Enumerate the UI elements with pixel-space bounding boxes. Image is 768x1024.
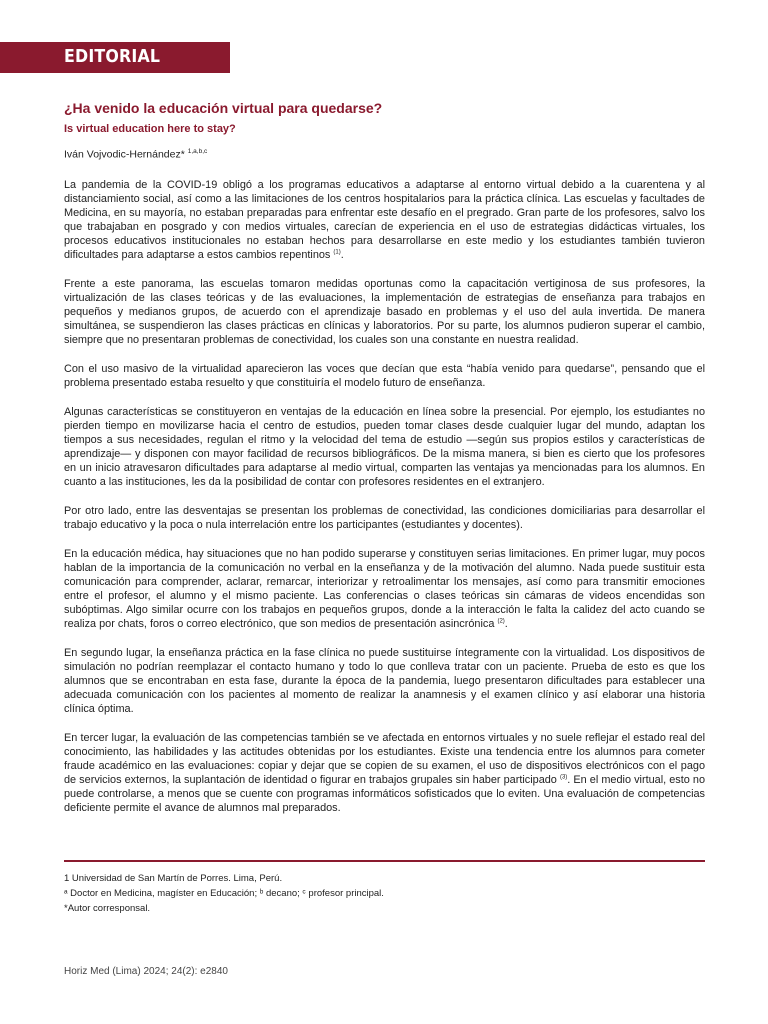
- author-line: [64, 148, 207, 161]
- article-subtitle: Is virtual education here to stay?: [64, 123, 236, 135]
- footnote-affiliation: 1 Universidad de San Martín de Porres. Lima, Perú.: [64, 873, 283, 884]
- article-body: [64, 178, 705, 830]
- paragraph: La pandemia de la COVID-19 obligó a los programas educativos a adaptarse al entorno virtual debido a la cuarentena y al distanciamiento social, así como a las limitaciones de los centros hospitalarios para la práctica clínica. Las escuelas y facultades de Medicina, en su mayoría, no estaban preparadas para enfrentar este desafío en el pregrado. Gran parte de los profesores, salvo los que trabajaban en posgrado y con medios virtuales, carecían de experiencia en el uso de estrategias didácticas virtuales, los procesos educativos institucionales no estaban hechos para desarrollarse en este medio y los estudiantes también tuvieron dificultades para adaptarse a estos cambios repentinos $^{(1)}$.: [64, 179, 705, 261]
- paragraph: En tercer lugar, la evaluación de las competencias también se ve afectada en entornos virtuales y no suele reflejar el estado real del conocimiento, las habilidades y las actitudes obtenidas por los estudiantes. Existe una tendencia entre los alumnos para cometer fraude académico en las evaluaciones: copiar y dejar que se copien de su examen, el uso de dispositivos electrónicos con el pago de servicios externos, la suplantación de identidad o figurar en trabajos grupales sin haber participado $^{(3)}$. En el medio virtual, esto no puede controlarse, a menos que se cuente con programas informáticos sofisticados que lo eviten. Una evaluación de competencias deficiente permite el avance de alumnos mal preparados.: [64, 732, 705, 814]
- paragraph: Con el uso masivo de la virtualidad aparecieron las voces que decían que esta “había venido para quedarse”, pensando que el problema presentado estaba resuelto y que constituiría el modelo futuro de enseñanza.: [64, 363, 705, 389]
- footnotes: [64, 871, 384, 916]
- paragraph: Algunas características se constituyeron en ventajas de la educación en línea sobre la presencial. Por ejemplo, los estudiantes no pierden tiempo en movilizarse hacia el centro de estudios, pueden tomar clases desde cualquier lugar del mundo, adaptan los tiempos a sus necesidades, regulan el ritmo y la velocidad del tema de estudio —según sus propios estilos y características de aprendizaje— y disponen con mayor facilidad de recursos bibliográficos. De la misma manera, si bien es cierto que los profesores en un inicio atravesaron dificultades para adaptarse al medio virtual, comparten las ventajas ya mencionadas para los alumnos. En cuanto a las instituciones, les da la posibilidad de contar con profesores residentes en el extranjero.: [64, 406, 705, 488]
- paragraph: En la educación médica, hay situaciones que no han podido superarse y constituyen serias limitaciones. En primer lugar, muy pocos hablan de la importancia de la comunicación no verbal en la enseñanza y de la motivación del alumno. Nada puede sustituir esta comunicación para comprender, aclarar, remarcar, interiorizar y retroalimentar los mensajes, así como para transmitir emociones entre el profesor, el alumno y el mismo paciente. Las conferencias o clases teóricas sin cámaras de videos encendidas son subóptimas. Algo similar ocurre con los trabajos en pequeños grupos, donde a la interacción le falta la calidez del acto cuando se realiza por chats, foros o correo electrónico, que son medios de presentación asincrónica $^{(2)}$.: [64, 548, 705, 630]
- footnote-divider: [64, 860, 705, 862]
- footnote-corresponding: *Autor corresponsal.: [64, 903, 151, 914]
- journal-citation: Horiz Med (Lima) 2024; 24(2): e2840: [64, 966, 228, 977]
- reference-mark[interactable]: (1): [333, 249, 341, 256]
- paragraph: Por otro lado, entre las desventajas se presentan los problemas de conectividad, las condiciones domiciliarias para desarrollar el trabajo educativo y la poca o nula interrelación entre los participantes (estudiantes y docentes).: [64, 505, 705, 531]
- reference-mark[interactable]: (2): [497, 618, 505, 625]
- author-name: Iván Vojvodic-Hernández*: [64, 148, 185, 161]
- article-title: ¿Ha venido la educación virtual para quedarse?: [64, 100, 383, 116]
- editorial-label: EDITORIAL: [64, 46, 161, 67]
- paragraph: En segundo lugar, la enseñanza práctica en la fase clínica no puede sustituirse íntegramente con la virtualidad. Los dispositivos de simulación no podrían reemplazar el contacto humano y todo lo que conlleva tratar con un paciente. Prueba de esto es que los alumnos que se encontraban en esta fase, durante la época de la pandemia, luego presentaron dificultades para establecer una adecuada comunicación con los pacientes al momento de realizar la anamnesis y el examen clínico y así elaborar una historia clínica óptima.: [64, 647, 705, 715]
- editorial-banner: [0, 42, 230, 73]
- reference-mark[interactable]: (3): [559, 774, 568, 781]
- paragraph: Frente a este panorama, las escuelas tomaron medidas oportunas como la capacitación vertiginosa de sus profesores, la virtualización de las clases teóricas y de las evaluaciones, la implementación de estrategias de enseñanza para trabajos en pequeños y medianos grupos, de acuerdo con el aprendizaje basado en problemas y el uso del aula invertida. De manera simultánea, se suspendieron las clases prácticas en clínicas y laboratorios. Por su parte, los alumnos pudieron superar el cambio, siempre que no presentaran problemas de conectividad, los cuales son una constante en nuestra realidad.: [64, 278, 705, 346]
- footnote-degrees: ᵃ Doctor en Medicina, magíster en Educación; ᵇ decano; ᶜ profesor principal.: [64, 888, 384, 899]
- author-affiliation-marks: 1,a,b,c: [187, 148, 208, 155]
